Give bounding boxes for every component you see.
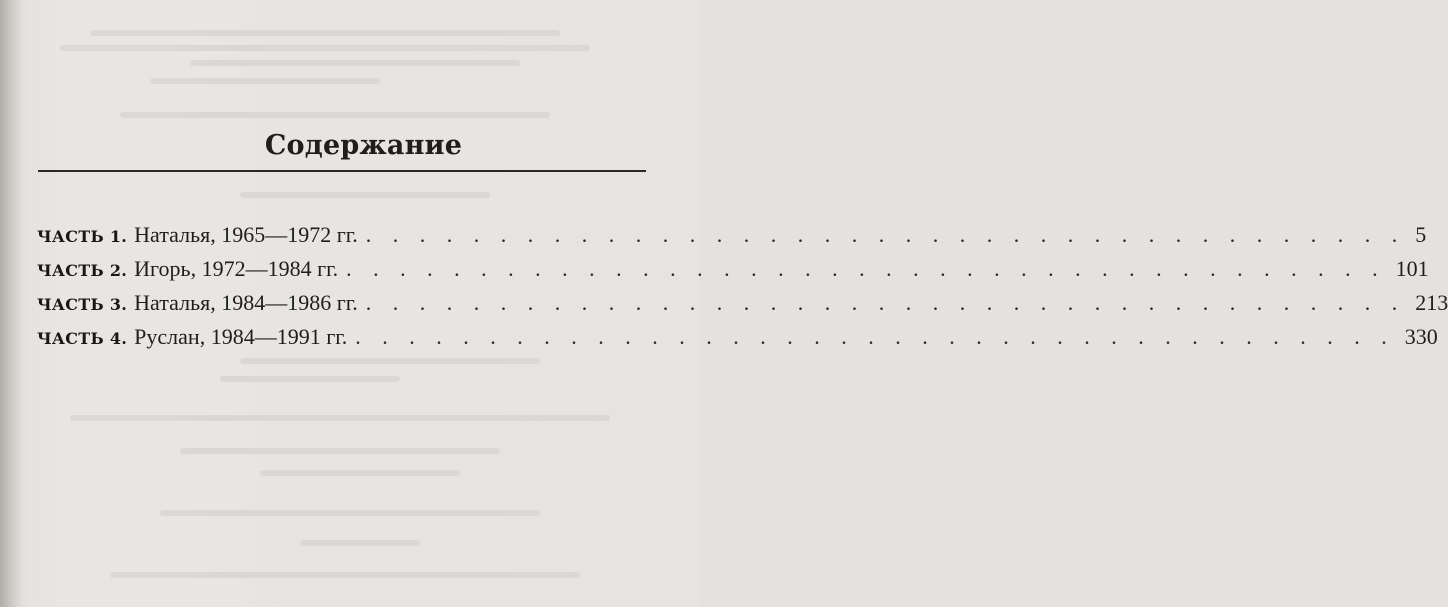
toc-dot-leader: . . . . . . . . . . . . . . . . . . . . . . . . . . . . . . . . . . . . . . . (355, 324, 1395, 349)
toc-dot-leader: . . . . . . . . . . . . . . . . . . . . . . . . . . . . . . . . . . . . . . . (365, 222, 1406, 247)
toc-part-label: ЧАСТЬ 4. (37, 329, 128, 348)
toc-page-number: 5 (1415, 222, 1427, 247)
show-through-line (260, 470, 460, 476)
toc-part-label: ЧАСТЬ 2. (37, 261, 128, 280)
show-through-line (300, 540, 420, 546)
page-gutter-shadow (0, 0, 22, 607)
toc-page-number: 330 (1404, 324, 1438, 349)
show-through-line (90, 30, 560, 36)
show-through-line (60, 45, 590, 51)
toc-entry-title: Руслан, 1984—1991 гг. (134, 324, 348, 349)
toc-part-label: ЧАСТЬ 1. (37, 227, 128, 246)
show-through-line (190, 60, 520, 66)
toc-dot-leader: . . . . . . . . . . . . . . . . . . . . . . . . . . . . . . . . . . . . . . . (346, 256, 1386, 281)
contents-heading: Содержание (264, 130, 463, 161)
toc-entry-title: Наталья, 1965—1972 гг. (134, 222, 358, 247)
toc-entry-title: Игорь, 1972—1984 гг. (134, 256, 339, 281)
toc-page-number: 213 (1415, 290, 1448, 315)
toc-entry-title: Наталья, 1984—1986 гг. (134, 290, 358, 315)
show-through-line (150, 78, 380, 84)
toc-entry[interactable] (37, 256, 1429, 290)
toc-dot-leader: . . . . . . . . . . . . . . . . . . . . . . . . . . . . . . . . . . . . . . . (365, 290, 1406, 315)
show-through-line (70, 415, 610, 421)
table-of-contents (37, 222, 1448, 358)
toc-entry[interactable] (37, 290, 1448, 324)
show-through-line (240, 192, 490, 198)
toc-part-label: ЧАСТЬ 3. (37, 295, 128, 314)
show-through-line (240, 358, 540, 364)
show-through-line (220, 376, 400, 382)
heading-rule (38, 170, 646, 172)
show-through-line (160, 510, 540, 516)
show-through-line (110, 572, 580, 578)
toc-entry[interactable] (37, 222, 1427, 256)
toc-page-number: 101 (1395, 256, 1429, 281)
show-through-line (120, 112, 550, 118)
toc-entry[interactable] (37, 324, 1438, 358)
show-through-line (180, 448, 500, 454)
